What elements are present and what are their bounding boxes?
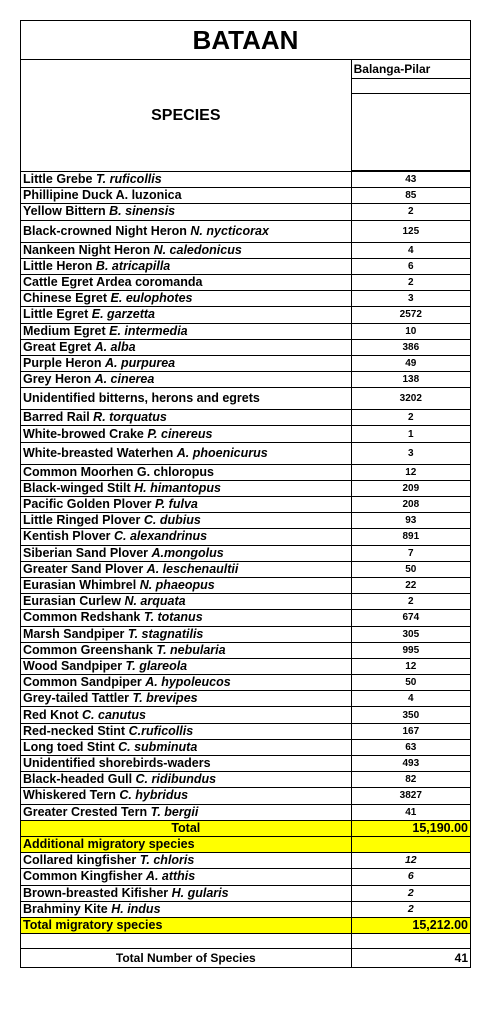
common-name: Greater Sand Plover (23, 561, 147, 576)
common-name: Black-winged Stilt (23, 480, 135, 495)
footer-row (21, 949, 471, 968)
species-count: 7 (351, 545, 470, 561)
table-row (21, 675, 471, 691)
table-row (21, 274, 471, 290)
species-name (21, 723, 352, 739)
scientific-name: N. phaeopus (139, 578, 215, 593)
species-count: 167 (351, 723, 470, 739)
scientific-name: H. gularis (171, 885, 229, 900)
total-species-value: 41 (351, 949, 470, 968)
species-name (21, 339, 352, 355)
species-count: 2 (351, 274, 470, 290)
species-name (21, 372, 352, 388)
species-name (21, 594, 352, 610)
table-row (21, 172, 471, 188)
species-name (21, 497, 352, 513)
species-count: 208 (351, 497, 470, 513)
species-count: 2572 (351, 307, 470, 323)
common-name: Greater Crested Tern (23, 804, 151, 819)
species-name (21, 658, 352, 674)
species-name (21, 610, 352, 626)
table-row (21, 323, 471, 339)
scientific-name: N. nycticorax (190, 223, 269, 238)
species-count: 50 (351, 561, 470, 577)
common-name: Little Heron (23, 258, 96, 273)
species-count: 10 (351, 323, 470, 339)
species-count: 350 (351, 707, 470, 723)
common-name: Unidentified bitterns, herons and egrets (23, 391, 260, 406)
common-name: Yellow Bittern (23, 204, 110, 219)
table-row (21, 804, 471, 820)
common-name: Grey-tailed Tattler (23, 691, 133, 706)
common-name: Barred Rail (23, 410, 94, 425)
common-name: Common Greenshank (23, 642, 157, 657)
blank-header-cell (351, 94, 470, 171)
scientific-name: A. hypoleucos (145, 675, 231, 690)
common-name: White-browed Crake (23, 426, 148, 441)
common-name: Little Ringed Plover (23, 513, 144, 528)
table-row (21, 339, 471, 355)
additional-row (21, 869, 471, 885)
spacer-row (21, 934, 471, 949)
species-count: 43 (351, 172, 470, 188)
species-name (21, 756, 352, 772)
species-name (21, 513, 352, 529)
common-name: Nankeen Night Heron (23, 242, 154, 257)
total-migratory-row (21, 917, 471, 933)
total-species-label: Total Number of Species (21, 949, 352, 968)
species-name (21, 220, 352, 242)
species-count: 4 (351, 691, 470, 707)
total-migratory-value: 15,212.00 (351, 917, 470, 933)
scientific-name: T. bergii (150, 804, 199, 819)
common-name: Medium Egret (23, 323, 110, 338)
scientific-name: T. brevipes (132, 691, 198, 706)
scientific-name: T. stagnatilis (127, 626, 204, 641)
table-row (21, 258, 471, 274)
species-count: 138 (351, 372, 470, 388)
species-count: 63 (351, 739, 470, 755)
species-name (21, 188, 352, 204)
species-name (21, 804, 352, 820)
common-name: Unidentified shorebirds-waders (23, 756, 211, 771)
scientific-name: P. cinereus (147, 426, 213, 441)
species-name (21, 480, 352, 496)
table-row (21, 480, 471, 496)
table-row (21, 561, 471, 577)
common-name: Marsh Sandpiper (23, 626, 128, 641)
common-name: Collared kingfisher (23, 853, 140, 868)
table-row (21, 529, 471, 545)
species-name (21, 426, 352, 442)
species-name (21, 529, 352, 545)
species-name (21, 869, 352, 885)
table-row (21, 610, 471, 626)
species-name (21, 323, 352, 339)
table-row (21, 388, 471, 410)
table-row (21, 426, 471, 442)
table-row (21, 658, 471, 674)
scientific-name: C. hybridus (119, 788, 189, 803)
table-row (21, 372, 471, 388)
species-name (21, 464, 352, 480)
table-row (21, 497, 471, 513)
species-table (20, 20, 471, 968)
common-name: Black-headed Gull (23, 772, 136, 787)
scientific-name: C. alexandrinus (114, 529, 208, 544)
scientific-name: T. totanus (143, 610, 203, 625)
species-name (21, 388, 352, 410)
species-name (21, 410, 352, 426)
scientific-name: T. ruficollis (95, 172, 162, 187)
table-row (21, 707, 471, 723)
species-count-sheet (20, 20, 471, 968)
scientific-name: R. torquatus (93, 410, 167, 425)
species-count: 305 (351, 626, 470, 642)
scientific-name: A. cinerea (94, 372, 155, 387)
table-row (21, 756, 471, 772)
table-row (21, 355, 471, 371)
species-count: 50 (351, 675, 470, 691)
table-row (21, 723, 471, 739)
scientific-name: C. canutus (82, 707, 146, 722)
table-row (21, 788, 471, 804)
species-count: 493 (351, 756, 470, 772)
blank-cell (351, 836, 470, 852)
species-name (21, 739, 352, 755)
species-name (21, 772, 352, 788)
table-row (21, 626, 471, 642)
scientific-name: A.mongolus (151, 545, 224, 560)
common-name: Chinese Egret (23, 291, 111, 306)
species-count: 386 (351, 339, 470, 355)
table-row (21, 772, 471, 788)
common-name: Common Redshank (23, 610, 144, 625)
table-row (21, 291, 471, 307)
species-count: 3202 (351, 388, 470, 410)
species-name (21, 885, 352, 901)
species-name (21, 307, 352, 323)
table-row (21, 739, 471, 755)
scientific-name: P. fulva (155, 497, 198, 512)
table-row (21, 220, 471, 242)
common-name: Red Knot (23, 707, 83, 722)
species-count: 49 (351, 355, 470, 371)
species-count: 3827 (351, 788, 470, 804)
scientific-name: A. phoenicurus (176, 445, 268, 460)
additional-header: Additional migratory species (21, 836, 352, 852)
common-name: Kentish Plover (23, 529, 114, 544)
species-count: 3 (351, 442, 470, 464)
scientific-name: H. himantopus (134, 480, 221, 495)
species-name (21, 788, 352, 804)
common-name: Little Egret (23, 307, 92, 322)
scientific-name: T. nebularia (156, 642, 226, 657)
common-name: Brahminy Kite (23, 901, 112, 916)
common-name: Grey Heron (23, 372, 95, 387)
common-name: Purple Heron (23, 355, 105, 370)
common-name: Wood Sandpiper (23, 658, 126, 673)
species-count: 2 (351, 901, 470, 917)
species-count: 995 (351, 642, 470, 658)
common-name: Common Kingfisher (23, 869, 146, 884)
species-name (21, 707, 352, 723)
species-count: 2 (351, 410, 470, 426)
species-count: 82 (351, 772, 470, 788)
common-name: Great Egret (23, 339, 95, 354)
common-name: White-breasted Waterhen (23, 445, 177, 460)
species-name (21, 274, 352, 290)
species-count: 12 (351, 658, 470, 674)
species-name (21, 561, 352, 577)
species-name (21, 577, 352, 593)
species-name (21, 901, 352, 917)
species-name (21, 204, 352, 220)
blank-cell (21, 934, 352, 949)
species-name (21, 642, 352, 658)
scientific-name: B. atricapilla (95, 258, 171, 273)
species-count: 125 (351, 220, 470, 242)
table-row (21, 464, 471, 480)
common-name: Phillipine Duck A. luzonica (23, 188, 182, 203)
scientific-name: E. eulophotes (110, 291, 193, 306)
common-name: Siberian Sand Plover (23, 545, 152, 560)
scientific-name: N. caledonicus (153, 242, 242, 257)
species-name (21, 291, 352, 307)
species-count: 674 (351, 610, 470, 626)
species-name (21, 545, 352, 561)
scientific-name: A. alba (94, 339, 136, 354)
common-name: Eurasian Whimbrel (23, 578, 140, 593)
scientific-name: C. subminuta (118, 739, 198, 754)
table-row (21, 513, 471, 529)
species-column-header: SPECIES (21, 60, 352, 172)
common-name: Common Sandpiper (23, 675, 146, 690)
scientific-name: E. garzetta (91, 307, 155, 322)
species-name (21, 675, 352, 691)
total-row (21, 820, 471, 836)
common-name: Long toed Stint (23, 739, 119, 754)
species-count: 1 (351, 426, 470, 442)
species-count: 2 (351, 204, 470, 220)
scientific-name: A. purpurea (104, 355, 176, 370)
common-name: Pacific Golden Plover (23, 497, 155, 512)
table-row (21, 188, 471, 204)
species-name (21, 691, 352, 707)
common-name: Common Moorhen G. chloropus (23, 464, 214, 479)
species-count: 22 (351, 577, 470, 593)
species-name (21, 172, 352, 188)
table-row (21, 410, 471, 426)
total-value: 15,190.00 (351, 820, 470, 836)
table-row (21, 307, 471, 323)
species-name (21, 355, 352, 371)
scientific-name: C.ruficollis (128, 723, 194, 738)
species-count: 12 (351, 464, 470, 480)
scientific-name: N. arquata (124, 594, 186, 609)
table-row (21, 594, 471, 610)
total-label: Total (21, 820, 352, 836)
additional-row (21, 885, 471, 901)
scientific-name: C. dubius (143, 513, 201, 528)
table-row (21, 545, 471, 561)
common-name: Red-necked Stint (23, 723, 129, 738)
table-row (21, 577, 471, 593)
scientific-name: H. indus (111, 901, 161, 916)
species-count: 209 (351, 480, 470, 496)
blank-header-cell (351, 79, 470, 94)
scientific-name: E. intermedia (109, 323, 188, 338)
species-name (21, 258, 352, 274)
blank-cell (351, 934, 470, 949)
common-name: Brown-breasted Kifisher (23, 885, 172, 900)
scientific-name: A. leschenaultii (146, 561, 239, 576)
species-count: 2 (351, 885, 470, 901)
scientific-name: B. sinensis (109, 204, 176, 219)
additional-row (21, 853, 471, 869)
table-row (21, 442, 471, 464)
scientific-name: C. ridibundus (135, 772, 217, 787)
species-count: 12 (351, 853, 470, 869)
common-name: Eurasian Curlew (23, 594, 125, 609)
species-count: 85 (351, 188, 470, 204)
species-name (21, 626, 352, 642)
scientific-name: A. atthis (145, 869, 196, 884)
common-name: Whiskered Tern (23, 788, 120, 803)
species-name (21, 442, 352, 464)
species-name (21, 242, 352, 258)
scientific-name: T. glareola (125, 658, 188, 673)
table-row (21, 642, 471, 658)
scientific-name: T. chloris (139, 853, 195, 868)
total-migratory-label: Total migratory species (21, 917, 352, 933)
additional-row (21, 901, 471, 917)
common-name: Black-crowned Night Heron (23, 223, 191, 238)
table-row (21, 691, 471, 707)
species-count: 2 (351, 594, 470, 610)
species-name (21, 853, 352, 869)
table-row (21, 204, 471, 220)
species-count: 93 (351, 513, 470, 529)
species-count: 3 (351, 291, 470, 307)
species-count: 41 (351, 804, 470, 820)
species-count: 4 (351, 242, 470, 258)
species-count: 891 (351, 529, 470, 545)
sheet-title: BATAAN (21, 21, 471, 60)
location-header: Balanga-Pilar (351, 60, 470, 79)
additional-header-row (21, 836, 471, 852)
species-count: 6 (351, 258, 470, 274)
species-count: 6 (351, 869, 470, 885)
common-name: Cattle Egret Ardea coromanda (23, 275, 203, 290)
table-row (21, 242, 471, 258)
common-name: Little Grebe (23, 172, 96, 187)
